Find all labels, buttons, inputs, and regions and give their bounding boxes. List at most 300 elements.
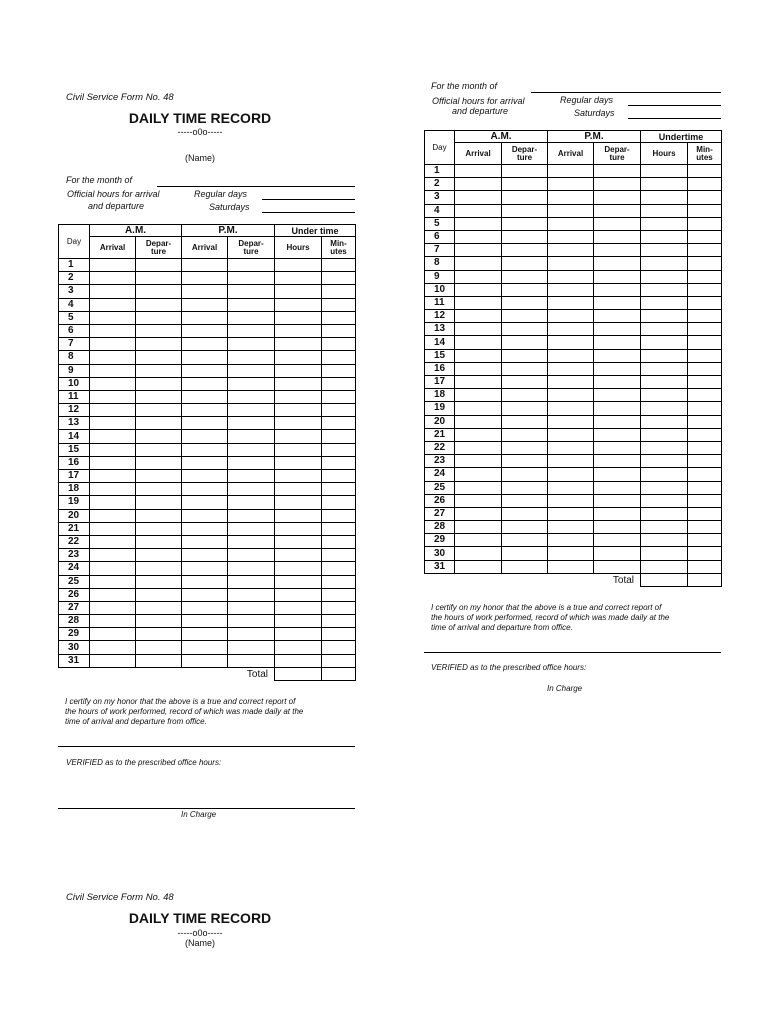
am-arrival-cell[interactable] <box>90 535 136 548</box>
pm-arrival-cell[interactable] <box>182 338 228 351</box>
undertime-hours-cell[interactable] <box>641 560 688 573</box>
pm-departure-cell[interactable] <box>228 259 275 272</box>
pm-arrival-cell[interactable] <box>548 178 594 191</box>
pm-departure-cell[interactable] <box>594 468 641 481</box>
am-departure-cell[interactable] <box>136 588 182 601</box>
undertime-hours-cell[interactable] <box>275 430 322 443</box>
pm-arrival-cell[interactable] <box>182 377 228 390</box>
am-arrival-cell[interactable] <box>455 283 502 296</box>
am-arrival-cell[interactable] <box>90 259 136 272</box>
pm-arrival-cell[interactable] <box>182 575 228 588</box>
undertime-hours-cell[interactable] <box>641 296 688 309</box>
undertime-hours-cell[interactable] <box>275 324 322 337</box>
undertime-hours-cell[interactable] <box>641 165 688 178</box>
undertime-hours-cell[interactable] <box>275 535 322 548</box>
undertime-minutes-cell[interactable] <box>688 507 722 520</box>
undertime-minutes-cell[interactable] <box>322 535 356 548</box>
pm-arrival-cell[interactable] <box>548 349 594 362</box>
am-arrival-cell[interactable] <box>455 389 502 402</box>
undertime-hours-cell[interactable] <box>275 377 322 390</box>
am-arrival-cell[interactable] <box>455 494 502 507</box>
am-arrival-cell[interactable] <box>455 362 502 375</box>
undertime-hours-cell[interactable] <box>275 470 322 483</box>
saturdays-field[interactable] <box>628 118 721 119</box>
undertime-hours-cell[interactable] <box>275 483 322 496</box>
pm-departure-cell[interactable] <box>594 191 641 204</box>
undertime-minutes-cell[interactable] <box>322 588 356 601</box>
undertime-minutes-cell[interactable] <box>688 534 722 547</box>
pm-arrival-cell[interactable] <box>548 376 594 389</box>
undertime-hours-cell[interactable] <box>275 509 322 522</box>
undertime-minutes-cell[interactable] <box>322 338 356 351</box>
am-arrival-cell[interactable] <box>90 549 136 562</box>
am-departure-cell[interactable] <box>502 507 548 520</box>
am-departure-cell[interactable] <box>502 402 548 415</box>
pm-departure-cell[interactable] <box>228 377 275 390</box>
am-departure-cell[interactable] <box>136 549 182 562</box>
undertime-minutes-cell[interactable] <box>322 522 356 535</box>
month-field[interactable] <box>157 186 355 187</box>
am-arrival-cell[interactable] <box>455 468 502 481</box>
undertime-minutes-cell[interactable] <box>688 191 722 204</box>
pm-arrival-cell[interactable] <box>182 364 228 377</box>
undertime-minutes-cell[interactable] <box>688 468 722 481</box>
pm-departure-cell[interactable] <box>228 417 275 430</box>
am-arrival-cell[interactable] <box>455 534 502 547</box>
pm-departure-cell[interactable] <box>228 615 275 628</box>
pm-departure-cell[interactable] <box>594 389 641 402</box>
pm-departure-cell[interactable] <box>594 230 641 243</box>
am-arrival-cell[interactable] <box>90 456 136 469</box>
am-departure-cell[interactable] <box>136 311 182 324</box>
am-arrival-cell[interactable] <box>455 481 502 494</box>
undertime-minutes-cell[interactable] <box>688 270 722 283</box>
undertime-minutes-cell[interactable] <box>322 259 356 272</box>
undertime-hours-cell[interactable] <box>275 641 322 654</box>
am-arrival-cell[interactable] <box>90 615 136 628</box>
undertime-minutes-cell[interactable] <box>688 244 722 257</box>
pm-departure-cell[interactable] <box>594 428 641 441</box>
undertime-hours-cell[interactable] <box>275 588 322 601</box>
pm-arrival-cell[interactable] <box>548 389 594 402</box>
am-arrival-cell[interactable] <box>455 428 502 441</box>
pm-arrival-cell[interactable] <box>548 455 594 468</box>
undertime-hours-cell[interactable] <box>275 311 322 324</box>
pm-departure-cell[interactable] <box>594 204 641 217</box>
undertime-minutes-cell[interactable] <box>322 654 356 667</box>
pm-arrival-cell[interactable] <box>548 494 594 507</box>
pm-arrival-cell[interactable] <box>182 615 228 628</box>
am-arrival-cell[interactable] <box>455 204 502 217</box>
pm-departure-cell[interactable] <box>228 390 275 403</box>
pm-arrival-cell[interactable] <box>182 496 228 509</box>
pm-departure-cell[interactable] <box>594 534 641 547</box>
pm-departure-cell[interactable] <box>228 324 275 337</box>
total-minutes-cell[interactable] <box>688 573 722 586</box>
pm-departure-cell[interactable] <box>228 496 275 509</box>
am-departure-cell[interactable] <box>502 244 548 257</box>
am-departure-cell[interactable] <box>502 217 548 230</box>
undertime-minutes-cell[interactable] <box>688 560 722 573</box>
undertime-hours-cell[interactable] <box>275 654 322 667</box>
am-departure-cell[interactable] <box>502 376 548 389</box>
am-arrival-cell[interactable] <box>455 336 502 349</box>
pm-departure-cell[interactable] <box>594 323 641 336</box>
undertime-hours-cell[interactable] <box>641 389 688 402</box>
undertime-minutes-cell[interactable] <box>688 521 722 534</box>
undertime-hours-cell[interactable] <box>641 481 688 494</box>
undertime-hours-cell[interactable] <box>275 404 322 417</box>
undertime-minutes-cell[interactable] <box>322 351 356 364</box>
undertime-minutes-cell[interactable] <box>322 364 356 377</box>
am-arrival-cell[interactable] <box>455 257 502 270</box>
am-departure-cell[interactable] <box>502 296 548 309</box>
pm-departure-cell[interactable] <box>594 362 641 375</box>
undertime-hours-cell[interactable] <box>641 402 688 415</box>
pm-arrival-cell[interactable] <box>548 244 594 257</box>
saturdays-field[interactable] <box>262 212 355 213</box>
undertime-hours-cell[interactable] <box>641 310 688 323</box>
undertime-minutes-cell[interactable] <box>322 509 356 522</box>
undertime-minutes-cell[interactable] <box>688 336 722 349</box>
pm-departure-cell[interactable] <box>594 283 641 296</box>
am-departure-cell[interactable] <box>136 430 182 443</box>
pm-arrival-cell[interactable] <box>182 324 228 337</box>
am-arrival-cell[interactable] <box>455 349 502 362</box>
pm-departure-cell[interactable] <box>228 272 275 285</box>
pm-departure-cell[interactable] <box>228 522 275 535</box>
undertime-minutes-cell[interactable] <box>322 443 356 456</box>
pm-arrival-cell[interactable] <box>182 601 228 614</box>
pm-departure-cell[interactable] <box>228 311 275 324</box>
am-departure-cell[interactable] <box>502 230 548 243</box>
am-departure-cell[interactable] <box>136 272 182 285</box>
am-departure-cell[interactable] <box>502 310 548 323</box>
pm-arrival-cell[interactable] <box>182 549 228 562</box>
pm-arrival-cell[interactable] <box>548 362 594 375</box>
undertime-hours-cell[interactable] <box>275 417 322 430</box>
am-arrival-cell[interactable] <box>90 351 136 364</box>
employee-signature-line[interactable] <box>424 652 721 653</box>
undertime-hours-cell[interactable] <box>275 522 322 535</box>
am-departure-cell[interactable] <box>136 470 182 483</box>
am-departure-cell[interactable] <box>502 389 548 402</box>
am-departure-cell[interactable] <box>502 534 548 547</box>
am-arrival-cell[interactable] <box>90 509 136 522</box>
undertime-hours-cell[interactable] <box>641 283 688 296</box>
am-departure-cell[interactable] <box>136 338 182 351</box>
am-arrival-cell[interactable] <box>455 441 502 454</box>
pm-arrival-cell[interactable] <box>548 560 594 573</box>
pm-departure-cell[interactable] <box>228 549 275 562</box>
pm-arrival-cell[interactable] <box>182 404 228 417</box>
pm-departure-cell[interactable] <box>594 310 641 323</box>
undertime-hours-cell[interactable] <box>275 601 322 614</box>
undertime-hours-cell[interactable] <box>641 376 688 389</box>
am-departure-cell[interactable] <box>502 494 548 507</box>
pm-departure-cell[interactable] <box>594 165 641 178</box>
pm-departure-cell[interactable] <box>228 285 275 298</box>
am-arrival-cell[interactable] <box>90 522 136 535</box>
am-arrival-cell[interactable] <box>455 244 502 257</box>
undertime-hours-cell[interactable] <box>641 494 688 507</box>
pm-arrival-cell[interactable] <box>548 230 594 243</box>
am-arrival-cell[interactable] <box>90 601 136 614</box>
undertime-hours-cell[interactable] <box>275 496 322 509</box>
pm-arrival-cell[interactable] <box>548 428 594 441</box>
am-departure-cell[interactable] <box>136 522 182 535</box>
am-departure-cell[interactable] <box>502 336 548 349</box>
am-arrival-cell[interactable] <box>90 324 136 337</box>
pm-arrival-cell[interactable] <box>548 336 594 349</box>
undertime-hours-cell[interactable] <box>641 534 688 547</box>
pm-arrival-cell[interactable] <box>548 441 594 454</box>
pm-departure-cell[interactable] <box>594 547 641 560</box>
am-arrival-cell[interactable] <box>455 165 502 178</box>
am-departure-cell[interactable] <box>502 560 548 573</box>
pm-arrival-cell[interactable] <box>548 468 594 481</box>
undertime-minutes-cell[interactable] <box>322 456 356 469</box>
am-departure-cell[interactable] <box>136 377 182 390</box>
am-arrival-cell[interactable] <box>455 217 502 230</box>
am-arrival-cell[interactable] <box>455 402 502 415</box>
am-arrival-cell[interactable] <box>90 575 136 588</box>
am-departure-cell[interactable] <box>136 535 182 548</box>
undertime-minutes-cell[interactable] <box>322 549 356 562</box>
undertime-hours-cell[interactable] <box>641 521 688 534</box>
am-arrival-cell[interactable] <box>90 496 136 509</box>
pm-departure-cell[interactable] <box>594 507 641 520</box>
undertime-hours-cell[interactable] <box>275 575 322 588</box>
undertime-minutes-cell[interactable] <box>688 178 722 191</box>
undertime-hours-cell[interactable] <box>275 562 322 575</box>
undertime-minutes-cell[interactable] <box>688 217 722 230</box>
pm-departure-cell[interactable] <box>594 521 641 534</box>
regular-days-field[interactable] <box>262 199 355 200</box>
undertime-minutes-cell[interactable] <box>322 324 356 337</box>
am-departure-cell[interactable] <box>136 404 182 417</box>
undertime-hours-cell[interactable] <box>275 390 322 403</box>
undertime-minutes-cell[interactable] <box>322 404 356 417</box>
undertime-hours-cell[interactable] <box>641 547 688 560</box>
undertime-minutes-cell[interactable] <box>688 415 722 428</box>
am-departure-cell[interactable] <box>136 496 182 509</box>
am-departure-cell[interactable] <box>502 481 548 494</box>
pm-arrival-cell[interactable] <box>548 310 594 323</box>
am-departure-cell[interactable] <box>136 628 182 641</box>
am-departure-cell[interactable] <box>502 323 548 336</box>
pm-departure-cell[interactable] <box>228 430 275 443</box>
pm-arrival-cell[interactable] <box>182 535 228 548</box>
am-departure-cell[interactable] <box>502 547 548 560</box>
pm-arrival-cell[interactable] <box>182 483 228 496</box>
am-departure-cell[interactable] <box>136 417 182 430</box>
pm-departure-cell[interactable] <box>594 336 641 349</box>
undertime-hours-cell[interactable] <box>641 191 688 204</box>
am-departure-cell[interactable] <box>136 351 182 364</box>
am-departure-cell[interactable] <box>502 468 548 481</box>
undertime-hours-cell[interactable] <box>641 455 688 468</box>
am-arrival-cell[interactable] <box>90 470 136 483</box>
am-arrival-cell[interactable] <box>455 230 502 243</box>
undertime-hours-cell[interactable] <box>275 443 322 456</box>
pm-arrival-cell[interactable] <box>548 165 594 178</box>
pm-arrival-cell[interactable] <box>548 521 594 534</box>
undertime-minutes-cell[interactable] <box>688 494 722 507</box>
pm-arrival-cell[interactable] <box>548 270 594 283</box>
am-arrival-cell[interactable] <box>90 338 136 351</box>
pm-departure-cell[interactable] <box>228 483 275 496</box>
pm-departure-cell[interactable] <box>594 257 641 270</box>
am-arrival-cell[interactable] <box>90 628 136 641</box>
am-departure-cell[interactable] <box>136 324 182 337</box>
undertime-hours-cell[interactable] <box>641 468 688 481</box>
am-departure-cell[interactable] <box>136 654 182 667</box>
pm-departure-cell[interactable] <box>228 601 275 614</box>
undertime-minutes-cell[interactable] <box>688 296 722 309</box>
pm-departure-cell[interactable] <box>228 298 275 311</box>
pm-departure-cell[interactable] <box>594 441 641 454</box>
undertime-hours-cell[interactable] <box>275 338 322 351</box>
undertime-hours-cell[interactable] <box>275 456 322 469</box>
undertime-minutes-cell[interactable] <box>322 641 356 654</box>
pm-departure-cell[interactable] <box>594 402 641 415</box>
total-hours-cell[interactable] <box>641 573 688 586</box>
undertime-minutes-cell[interactable] <box>322 615 356 628</box>
pm-arrival-cell[interactable] <box>182 509 228 522</box>
undertime-minutes-cell[interactable] <box>322 601 356 614</box>
am-arrival-cell[interactable] <box>455 296 502 309</box>
undertime-minutes-cell[interactable] <box>688 165 722 178</box>
am-arrival-cell[interactable] <box>90 588 136 601</box>
undertime-minutes-cell[interactable] <box>688 310 722 323</box>
pm-departure-cell[interactable] <box>228 575 275 588</box>
am-arrival-cell[interactable] <box>90 272 136 285</box>
pm-departure-cell[interactable] <box>228 628 275 641</box>
undertime-minutes-cell[interactable] <box>688 204 722 217</box>
am-arrival-cell[interactable] <box>455 547 502 560</box>
pm-departure-cell[interactable] <box>228 535 275 548</box>
am-arrival-cell[interactable] <box>90 377 136 390</box>
pm-arrival-cell[interactable] <box>548 296 594 309</box>
pm-departure-cell[interactable] <box>228 509 275 522</box>
am-departure-cell[interactable] <box>502 521 548 534</box>
undertime-hours-cell[interactable] <box>641 362 688 375</box>
pm-departure-cell[interactable] <box>594 560 641 573</box>
pm-departure-cell[interactable] <box>594 481 641 494</box>
undertime-minutes-cell[interactable] <box>688 257 722 270</box>
am-departure-cell[interactable] <box>502 349 548 362</box>
am-arrival-cell[interactable] <box>90 562 136 575</box>
undertime-hours-cell[interactable] <box>641 507 688 520</box>
am-departure-cell[interactable] <box>502 191 548 204</box>
undertime-minutes-cell[interactable] <box>322 430 356 443</box>
am-arrival-cell[interactable] <box>90 483 136 496</box>
am-departure-cell[interactable] <box>502 257 548 270</box>
pm-departure-cell[interactable] <box>228 470 275 483</box>
undertime-minutes-cell[interactable] <box>322 285 356 298</box>
undertime-minutes-cell[interactable] <box>688 389 722 402</box>
pm-arrival-cell[interactable] <box>182 443 228 456</box>
am-arrival-cell[interactable] <box>455 191 502 204</box>
pm-arrival-cell[interactable] <box>548 323 594 336</box>
undertime-minutes-cell[interactable] <box>322 483 356 496</box>
am-departure-cell[interactable] <box>502 178 548 191</box>
total-minutes-cell[interactable] <box>322 667 356 680</box>
undertime-hours-cell[interactable] <box>641 270 688 283</box>
undertime-hours-cell[interactable] <box>275 615 322 628</box>
am-arrival-cell[interactable] <box>455 455 502 468</box>
undertime-minutes-cell[interactable] <box>322 628 356 641</box>
pm-arrival-cell[interactable] <box>548 534 594 547</box>
am-departure-cell[interactable] <box>502 428 548 441</box>
pm-arrival-cell[interactable] <box>182 588 228 601</box>
undertime-minutes-cell[interactable] <box>688 547 722 560</box>
pm-arrival-cell[interactable] <box>548 507 594 520</box>
undertime-minutes-cell[interactable] <box>688 481 722 494</box>
am-departure-cell[interactable] <box>502 362 548 375</box>
undertime-minutes-cell[interactable] <box>688 402 722 415</box>
pm-departure-cell[interactable] <box>228 654 275 667</box>
am-departure-cell[interactable] <box>502 270 548 283</box>
undertime-minutes-cell[interactable] <box>688 349 722 362</box>
am-arrival-cell[interactable] <box>90 404 136 417</box>
am-departure-cell[interactable] <box>136 509 182 522</box>
undertime-minutes-cell[interactable] <box>688 455 722 468</box>
undertime-minutes-cell[interactable] <box>688 376 722 389</box>
undertime-hours-cell[interactable] <box>641 441 688 454</box>
undertime-hours-cell[interactable] <box>275 364 322 377</box>
undertime-hours-cell[interactable] <box>275 285 322 298</box>
pm-departure-cell[interactable] <box>594 415 641 428</box>
pm-arrival-cell[interactable] <box>182 351 228 364</box>
pm-arrival-cell[interactable] <box>548 191 594 204</box>
pm-arrival-cell[interactable] <box>182 390 228 403</box>
undertime-minutes-cell[interactable] <box>688 323 722 336</box>
am-arrival-cell[interactable] <box>455 560 502 573</box>
am-arrival-cell[interactable] <box>90 298 136 311</box>
am-departure-cell[interactable] <box>502 441 548 454</box>
undertime-minutes-cell[interactable] <box>688 428 722 441</box>
am-arrival-cell[interactable] <box>455 507 502 520</box>
total-hours-cell[interactable] <box>275 667 322 680</box>
pm-arrival-cell[interactable] <box>182 417 228 430</box>
pm-departure-cell[interactable] <box>228 338 275 351</box>
undertime-hours-cell[interactable] <box>641 349 688 362</box>
undertime-minutes-cell[interactable] <box>688 283 722 296</box>
pm-arrival-cell[interactable] <box>548 217 594 230</box>
employee-signature-line[interactable] <box>58 746 355 747</box>
undertime-hours-cell[interactable] <box>275 272 322 285</box>
am-departure-cell[interactable] <box>502 415 548 428</box>
undertime-hours-cell[interactable] <box>641 244 688 257</box>
undertime-minutes-cell[interactable] <box>322 575 356 588</box>
pm-arrival-cell[interactable] <box>548 257 594 270</box>
pm-departure-cell[interactable] <box>228 351 275 364</box>
undertime-minutes-cell[interactable] <box>322 496 356 509</box>
am-arrival-cell[interactable] <box>90 443 136 456</box>
undertime-hours-cell[interactable] <box>641 204 688 217</box>
am-departure-cell[interactable] <box>136 562 182 575</box>
pm-departure-cell[interactable] <box>594 178 641 191</box>
pm-arrival-cell[interactable] <box>548 204 594 217</box>
am-arrival-cell[interactable] <box>455 376 502 389</box>
pm-arrival-cell[interactable] <box>548 402 594 415</box>
pm-arrival-cell[interactable] <box>182 654 228 667</box>
undertime-hours-cell[interactable] <box>641 178 688 191</box>
am-arrival-cell[interactable] <box>455 415 502 428</box>
pm-arrival-cell[interactable] <box>182 272 228 285</box>
